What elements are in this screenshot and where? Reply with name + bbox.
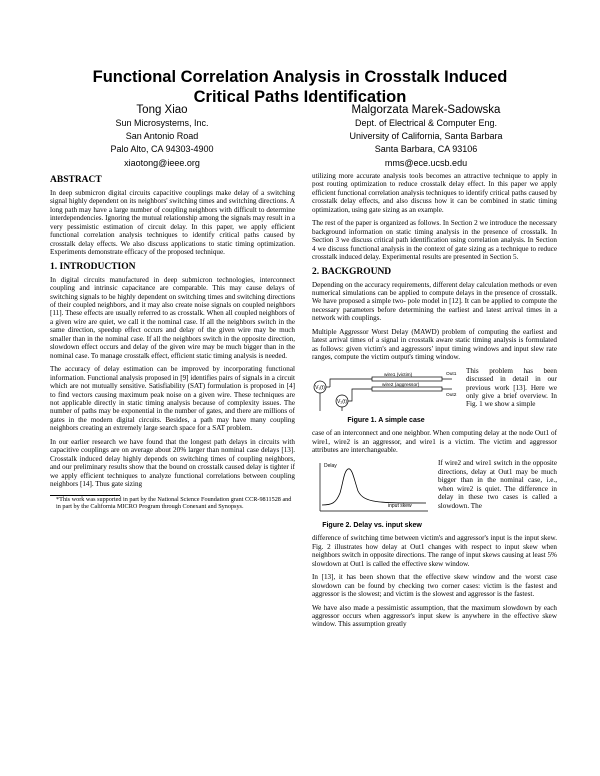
author-name: Malgorzata Marek-Sadowska [351, 104, 501, 116]
abstract-heading: ABSTRACT [50, 175, 102, 185]
author-2 [316, 103, 536, 170]
out2-label: Out2 [446, 392, 457, 398]
background-heading: 2. BACKGROUND [312, 266, 392, 277]
figure-2-side-text: If wire2 and wire1 switch in the opposite directions, delay at Out1 may be much bigger than in the nominal case, i.e., when wire2 is quiet. The difference in delay in these two cases is called a slowdown. The [438, 459, 557, 510]
y-axis-label: Delay [324, 463, 337, 470]
v1-label: V₁(t) [315, 384, 325, 391]
footnote: *This work was supported in part by the National Science Foundation grant CCR-9811528 and in part by the California MICRO Program through Conexant and Synopsys. [56, 495, 292, 510]
body-paragraph-3: Depending on the accuracy requirements, different delay calculation methods or even numerical simulations can be applied to compute delays in the presence of crosstalk. We have proposed a simple two- pole model in [12]. It can be applied to compute the necessary parameters before determining the earliest and latest arrival times in a network with couplings. [312, 280, 557, 323]
body-paragraph-5: case of an interconnect and one neighbor. When computing delay at the node Out1 of wire1, wire2 is an aggressor, and wire1 is a victim. The victim and aggressor attributes are interchangeable. [312, 429, 557, 454]
author-address: San Antonio Road [125, 131, 199, 142]
body-paragraph-1: utilizing more accurate analysis tools becomes an attractive technique to apply in post routing optimization to reduce crosstalk delay effect. In this paper we apply efficient functional correlation analysis techniques to identify critical paths caused by crosstalk delay effects, and also discuss how it can be combined in static timing optimization, using gate sizing as an example. [312, 172, 557, 214]
figure-2-block [312, 459, 557, 530]
author-email: mms@ece.ucsb.edu [384, 157, 468, 168]
figure-2-caption: Figure 2. Delay vs. input skew [322, 521, 422, 529]
author-city: Palo Alto, CA 94303-4900 [110, 144, 214, 155]
figure-1-side-text: This problem has been discussed in detail in our previous work [13]. Here we only give a brief overview. In Fig. 1 we show a simple [466, 366, 557, 409]
intro-paragraph-1: In digital circuits manufactured in deep submicron technologies, interconnect coupling and intrinsic capacitance are comparable. This may cause delays of switching signals to be highly dependent on switching times and switching directions of their coupled neighbors, and it may also create noise signals on coupled neighbors [11]. These effects are usually referred to as crosstalk. When all coupled neighbors of a given wire are quiet, we call it the nominal case. If all the neighbors switch in the same direction, speedup effect occurs and delay of the given wire may be much smaller than in the nominal case. If all the neighbors switch in the opposite direction, slowdown effect occurs and delay of the given wire may be much bigger than in the nominal case. To manage crosstalk effect, efficient static timing analysis is needed. [50, 275, 295, 360]
author-affiliation: Sun Microsystems, Inc. [115, 118, 209, 128]
wire-2-label: wire2 (aggressor) [382, 382, 420, 388]
author-city: Santa Barbara, CA 93106 [374, 144, 478, 155]
author-affiliation: Dept. of Electrical & Computer Eng. [354, 118, 498, 128]
v2-label: V₂(t) [337, 398, 347, 405]
author-name: Tong Xiao [136, 104, 188, 116]
figure-2 [312, 459, 432, 530]
body-paragraph-6: difference of switching time between victim's and aggressor's input is the input skew. Fig. 2 illustrates how delay at Out1 changes with respect to input skew when neighbors switch in opposite directions. The range of input skews causing at least 5% slowdown at Out1 is called the effective skew window. [312, 534, 557, 568]
body-paragraph-8: We have also made a pessimistic assumption, that the maximum slowdown by each aggressor occurs when aggressor's input skew is anywhere in the effective skew window. This assumption greatly [312, 603, 557, 629]
x-axis-label: input skew [388, 503, 412, 510]
delay-skew-plot [312, 459, 432, 517]
wire-2-feed [348, 389, 372, 401]
intro-paragraph-3: In our earlier research we have found that the longest path delays in circuits with capacitive couplings are on average about 20% larger than nominal case delays [13]. Crosstalk induced delay highly depends on switching times of coupling neighbors, and our preliminary results show that the bound on crosstalk caused delay is tighter if we apply efficient techniques to analyze functional correlations between coupling neighbors [14]. Thus gate sizing [50, 437, 295, 489]
author-institution: University of California, Santa Barbara [349, 131, 503, 142]
intro-paragraph-2: The accuracy of delay estimation can be improved by incorporating functional information. Functional analysis proposed in [9] identifies pairs of signals in a circuit which are not mutually sensitive. Satisfiability (SAT) formulation is proposed in [4] to find vectors causing maximum peak noise on a given wire. These techniques are not applicable directly in static timing analysis because of complexity issues. The number of paths may be exponential in the number of gates, and there are millions of gates in the modern digital circuits. Besides, a path may have many coupling neighbors creating an extremely large search space for a SAT problem. [50, 365, 295, 433]
right-column [312, 172, 557, 634]
figure-1-block [312, 367, 557, 425]
body-paragraph-4: Multiple Aggressor Worst Delay (MAWD) problem of computing the earliest and latest arrival times of a signal in crosstalk aware static timing analysis is formulated as follows: given victim's and aggressors' input timing windows and input slew rate ranges, compute the victim output's timing window. [312, 327, 557, 362]
author-1 [58, 103, 266, 170]
left-column [50, 172, 295, 515]
wire-1-feed [330, 379, 372, 387]
body-paragraph-7: In [13], it has been shown that the effective skew window and the worst case slowdown can be found by checking two corner cases: victim is the fastest and aggressor is the slowest; and victim is the slowest and aggressor is the fastest. [312, 573, 557, 599]
paper-title: Functional Correlation Analysis in Crosstalk Induced Critical Paths Identification [92, 68, 508, 106]
figure-1-caption: Figure 1. A simple case [347, 416, 425, 424]
delay-curve [322, 469, 426, 505]
intro-heading: 1. INTRODUCTION [50, 261, 136, 272]
wire-1-label: wire1 (victim) [384, 372, 413, 378]
out1-label: Out1 [446, 371, 457, 377]
figure-1 [312, 367, 460, 425]
author-email: xiaotong@ieee.org [124, 157, 200, 168]
coupled-wires-diagram [312, 367, 460, 415]
body-paragraph-2: The rest of the paper is organized as follows. In Section 2 we introduce the necessary background information on static timing analysis in the presence of crosstalk. In Section 3 we discuss critical path identification using correlation analysis. In Section 4 we discuss functional analysis in the context of gate sizing as a technique to reduce crosstalk induced delay. Experimental results are presented in Section 5. [312, 219, 557, 262]
abstract-text: In deep submicron digital circuits capacitive couplings make delay of a switching signal highly dependent on its neighbors' switching times and switching directions. A long path may have a large number of coupling neighbors with difficult to determine interdependencies. Ignoring the mutual relationship among the signals may result in a very pessimistic estimation of circuit delay. In this paper, we apply efficient functional correlation analysis techniques to identify critical paths caused by crosstalk delay effects. We also discuss applications to static timing optimization. Experiments demonstrate efficacy of the proposed technique. [50, 189, 295, 257]
